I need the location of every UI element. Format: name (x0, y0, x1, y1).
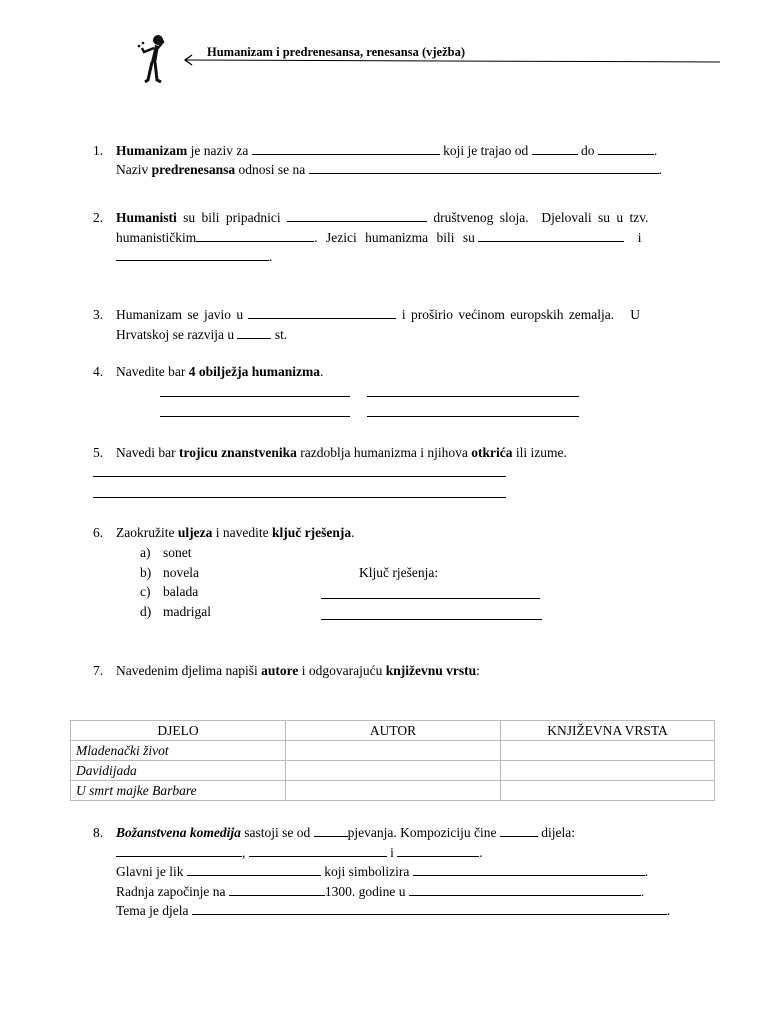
q8-blank-dio2[interactable] (249, 845, 387, 857)
col-header-autor: AUTOR (286, 721, 501, 741)
q3-blank-javio[interactable] (248, 307, 396, 319)
table-row (71, 741, 715, 761)
q7-number: 7. (93, 663, 104, 678)
q1-blank-od[interactable] (532, 143, 578, 155)
q2-blank-humanistickim[interactable] (196, 230, 314, 242)
q6-number: 6. (93, 525, 104, 540)
q1-blank-do[interactable] (598, 143, 654, 155)
works-table (70, 720, 715, 801)
q4-answer-line-4[interactable] (367, 416, 579, 417)
q8-number: 8. (93, 825, 104, 840)
genre-cell[interactable] (501, 781, 715, 801)
q8-line4: Radnja započinje na 1300. godine u . (116, 884, 645, 899)
table-row (71, 781, 715, 801)
q6-option-c[interactable]: c) balada (140, 584, 199, 599)
genre-cell[interactable] (501, 761, 715, 781)
q8-blank-tema[interactable] (192, 903, 667, 915)
q7-prompt: Navedenim djelima napiši autore i odgovarajuću književnu vrstu: (116, 663, 480, 678)
q6-prompt: Zaokružite uljeza i navedite ključ rješenja. (116, 525, 355, 540)
q8-blank-dijela[interactable] (500, 825, 538, 837)
work-title: Davidijada (71, 761, 286, 781)
q5-prompt: Navedi bar trojicu znanstvenika razdoblja humanizma i njihova otkrića ili izume. (116, 445, 567, 460)
q8-line5: Tema je djela . (116, 903, 671, 918)
q2-line3: . (116, 249, 272, 265)
work-title: U smrt majke Barbare (71, 781, 286, 801)
table-row (71, 761, 715, 781)
q1-line2: Naziv predrenesansa odnosi se na . (116, 162, 662, 177)
col-header-vrsta: KNJIŽEVNA VRSTA (501, 721, 715, 741)
q1-blank-odnosi[interactable] (309, 162, 659, 174)
q8-blank-dio3[interactable] (397, 845, 479, 857)
q6-key-line-2[interactable] (321, 619, 542, 620)
q1-blank-naziv[interactable] (252, 143, 440, 155)
q6-option-a[interactable]: a) sonet (140, 545, 192, 560)
author-cell[interactable] (286, 741, 501, 761)
q2-blank-jezik2[interactable] (116, 249, 269, 261)
q4-answer-line-1[interactable] (160, 396, 350, 397)
thinking-figure-icon (134, 30, 174, 85)
q8-line1: Božanstvena komedija sastoji se od pjevanja. Kompoziciju čine dijela: (116, 825, 575, 840)
q3-number: 3. (93, 307, 104, 322)
q5-answer-line-2[interactable] (93, 497, 506, 498)
q8-line3: Glavni je lik koji simbolizira . (116, 864, 649, 879)
q3-line2: Hrvatskoj se razvija u st. (116, 327, 288, 342)
col-header-djelo: DJELO (71, 721, 286, 741)
q4-number: 4. (93, 364, 104, 379)
q1-line1: Humanizam je naziv za koji je trajao od do . (116, 143, 658, 158)
q8-blank-simbol[interactable] (413, 864, 645, 876)
q6-key-line-1[interactable] (321, 598, 540, 599)
q1-number: 1. (93, 143, 104, 158)
work-title: Mladenački život (71, 741, 286, 761)
q6-option-b[interactable]: b) novela (140, 565, 199, 580)
q3-line1: Humanizam se javio u i proširio većinom europskih zemalja. U (116, 307, 641, 322)
q2-number: 2. (93, 210, 104, 225)
author-cell[interactable] (286, 761, 501, 781)
q4-answer-line-3[interactable] (160, 416, 350, 417)
q6-option-d[interactable]: d) madrigal (140, 604, 211, 619)
q4-answer-line-2[interactable] (367, 396, 579, 397)
q8-blank-pjevanja[interactable] (314, 825, 348, 837)
author-cell[interactable] (286, 781, 501, 801)
page-title: Humanizam i predrenesansa, renesansa (vježba) (207, 45, 465, 59)
q5-number: 5. (93, 445, 104, 460)
q5-answer-line-1[interactable] (93, 476, 506, 477)
q8-line2: , i . (116, 845, 483, 861)
q4-prompt: Navedite bar 4 obilježja humanizma. (116, 364, 324, 379)
q3-blank-stoljece[interactable] (237, 327, 271, 339)
q6-key-label: Ključ rješenja: (359, 565, 439, 580)
q8-blank-datum[interactable] (229, 884, 325, 896)
genre-cell[interactable] (501, 741, 715, 761)
q2-line1: Humanisti su bili pripadnici društvenog sloja. Djelovali su u tzv. (116, 210, 649, 225)
q2-blank-sloj[interactable] (287, 210, 427, 222)
q2-line2: humanističkim . Jezici humanizma bili su i (116, 230, 642, 245)
q8-blank-dio1[interactable] (116, 845, 242, 857)
q8-blank-mjesto[interactable] (409, 884, 641, 896)
q2-blank-jezik1[interactable] (478, 230, 624, 242)
q8-blank-lik[interactable] (187, 864, 321, 876)
